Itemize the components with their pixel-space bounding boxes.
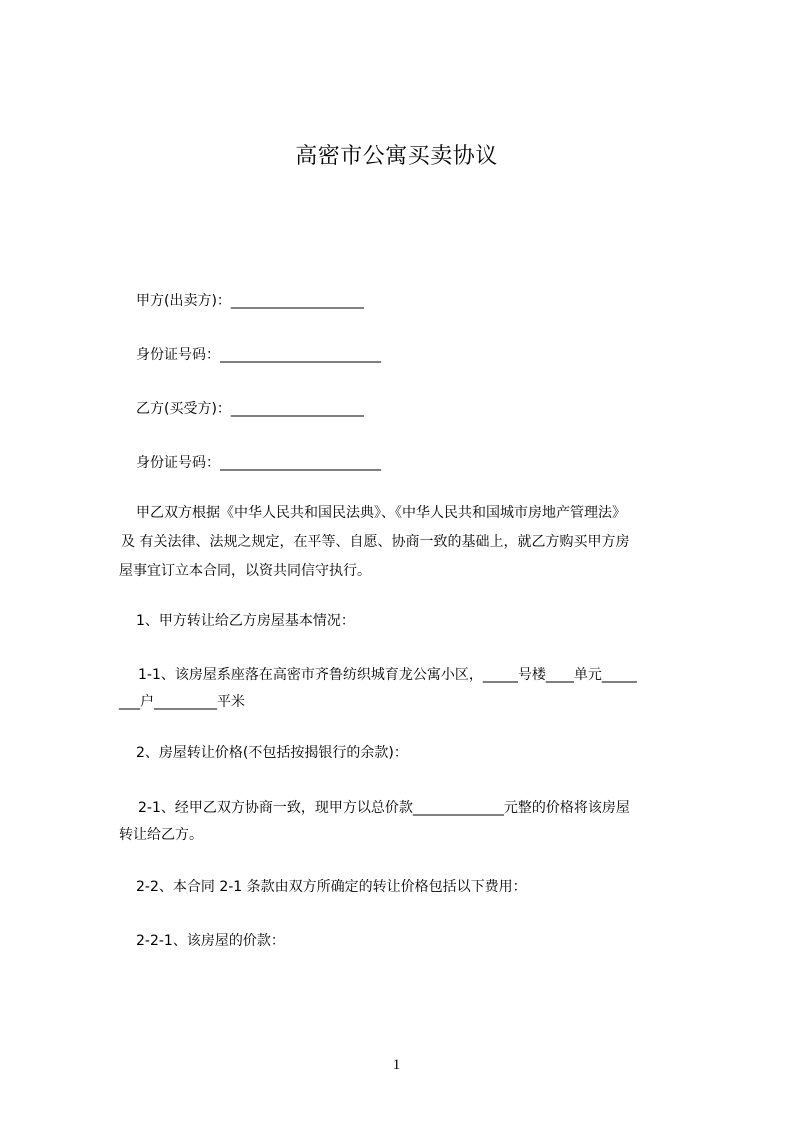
party-a-id-field: 身份证号码：_______________________: [136, 347, 381, 363]
document-title: 高密市公寓买卖协议: [295, 144, 498, 169]
party-b-field: 乙方(买受方)：___________________: [136, 401, 364, 417]
preamble-line-1: 甲乙双方根据《中华人民共和国民法典》、《中华人民共和国城市房地产管理法》: [136, 505, 626, 521]
clause-2-1-line-1: 2-1、经甲乙双方协商一致，现甲方以总价款_____________元整的价格将该房屋: [138, 800, 630, 816]
party-b-id-field: 身份证号码：_______________________: [136, 455, 381, 471]
section-2-heading: 2、房屋转让价格(不包括按揭银行的余款)：: [136, 745, 408, 761]
clause-2-1-line-2: 转让给乙方。: [119, 827, 203, 843]
clause-2-2-1: 2-2-1、该房屋的价款：: [136, 933, 285, 949]
clause-1-1-line-2: ___户_________平米: [119, 694, 245, 710]
clause-2-2: 2-2、本合同 2-1 条款由双方所确定的转让价格包括以下费用：: [136, 879, 527, 895]
clause-1-1-line-1: 1-1、该房屋系座落在高密市齐鲁纺织城育龙公寓小区，_____号楼____单元_____: [138, 667, 637, 683]
section-1-heading: 1、甲方转让给乙方房屋基本情况：: [136, 613, 355, 629]
preamble-line-2: 及 有关法律、法规之规定，在平等、自愿、协商一致的基础上，就乙方购买甲方房: [121, 534, 630, 550]
party-a-field: 甲方(出卖方)：___________________: [136, 293, 364, 309]
preamble-line-3: 屋事宜订立本合同，以资共同信守执行。: [119, 563, 371, 579]
page-number: 1: [392, 1057, 401, 1073]
